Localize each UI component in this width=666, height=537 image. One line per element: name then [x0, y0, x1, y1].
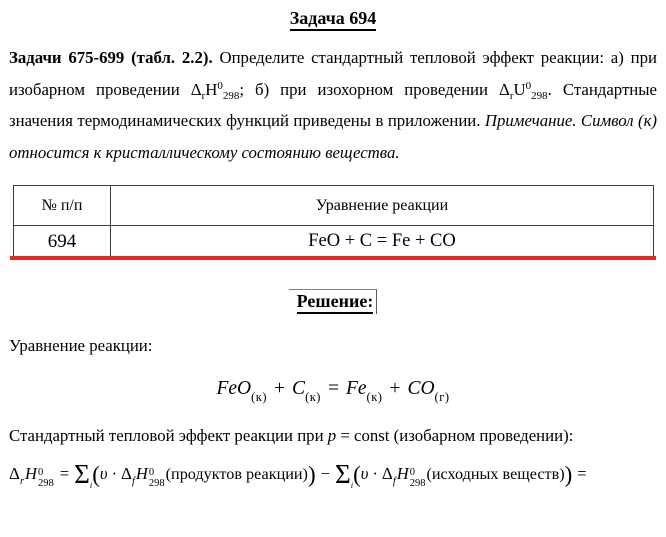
- sigma-index: i: [89, 480, 93, 491]
- delta-sub-f: f: [392, 476, 396, 488]
- h-sup: 0: [38, 466, 44, 478]
- delta-symbol: Δ: [381, 464, 393, 484]
- delta-sub-r: r: [201, 89, 206, 102]
- products-argument: (продуктов реакции): [165, 465, 308, 484]
- reaction-formula: [9, 378, 657, 405]
- col-header-number: № п/п: [14, 186, 111, 226]
- reaction-table-wrap: [13, 185, 654, 258]
- solution-heading-wrap: [9, 289, 657, 314]
- delta-ru-notation: [499, 79, 548, 102]
- solution-heading-text: Решение:: [297, 291, 374, 314]
- equation-label: Уравнение реакции:: [9, 336, 153, 356]
- solution-heading: [289, 289, 378, 314]
- cell-problem-number: 694: [14, 226, 111, 258]
- intro-text-pre: Стандартный тепловой эффект реакции при: [9, 426, 328, 446]
- enthalpy-sub: 298: [222, 89, 240, 102]
- delta-symbol: Δ: [499, 79, 510, 99]
- problem-text-2: ; б) при изохорном проведении: [239, 79, 500, 99]
- species-c: C: [292, 378, 306, 400]
- upsilon-coefficient: υ: [99, 464, 108, 484]
- enthalpy-letter: H: [205, 79, 218, 99]
- intro-text-post: = const (изобарном проведении):: [336, 426, 574, 446]
- page-title-text: Задача 694: [290, 8, 377, 31]
- enthalpy-intro: [9, 425, 657, 446]
- dot-operator: ·: [111, 464, 118, 484]
- enthalpy-letter: H: [135, 464, 148, 484]
- species-fe: Fe: [345, 378, 367, 400]
- equals-sign: =: [327, 378, 339, 400]
- sigma-index: i: [350, 480, 354, 491]
- h-scripts: [38, 468, 54, 490]
- enthalpy-letter: H: [25, 464, 38, 484]
- plus-sign: +: [389, 378, 401, 400]
- enthalpy-letter: H: [396, 464, 409, 484]
- cell-reaction-equation: FeO + C = Fe + CO: [111, 226, 654, 258]
- problem-text-3: . Стандартные значения термодинамических функций приведены в приложении.: [9, 79, 657, 131]
- state-sub: (г): [434, 390, 450, 405]
- problem-note: Примечание. Символ (к) относится к кристаллическому состоянию вещества.: [9, 111, 658, 162]
- h-sub: 298: [409, 478, 426, 490]
- enthalpy-formula: [9, 459, 657, 490]
- delta-sub-r: r: [19, 476, 25, 488]
- dot-operator: ·: [372, 464, 378, 484]
- close-paren: ): [307, 462, 316, 488]
- problem-lead: Задачи 675-699 (табл. 2.2).: [9, 48, 213, 67]
- problem-statement: [9, 42, 657, 168]
- delta-rh-notation: [190, 79, 240, 102]
- close-paren: ): [564, 462, 573, 488]
- enthalpy-sup: 0: [217, 79, 223, 92]
- open-paren: (: [353, 462, 361, 488]
- h-sub: 298: [38, 478, 54, 490]
- table-row: [14, 226, 654, 258]
- energy-letter: U: [513, 79, 526, 99]
- reagents-argument: (исходных веществ): [426, 465, 565, 484]
- sigma-sum-symbol: Σ: [334, 459, 351, 490]
- energy-sup: 0: [525, 79, 532, 92]
- state-sub: (к): [305, 390, 321, 405]
- h-scripts: [410, 468, 426, 490]
- equals-sign: =: [577, 464, 587, 484]
- plus-sign: +: [274, 378, 286, 400]
- h-scripts: [149, 468, 165, 490]
- page-title: [9, 8, 657, 29]
- h-sup: 0: [148, 466, 155, 478]
- delta-symbol: Δ: [190, 79, 202, 99]
- equals-sign: =: [59, 464, 70, 484]
- delta-sub-f: f: [131, 476, 135, 488]
- state-sub: (к): [366, 390, 383, 405]
- h-sup: 0: [409, 466, 415, 478]
- species-feo: FeO: [216, 378, 252, 400]
- sigma-sum-symbol: Σ: [74, 459, 90, 490]
- upsilon-coefficient: υ: [360, 464, 369, 484]
- col-header-equation: Уравнение реакции: [111, 186, 654, 226]
- reaction-table: [13, 185, 654, 258]
- state-sub: (к): [251, 390, 268, 405]
- species-co: CO: [407, 378, 435, 400]
- minus-sign: −: [320, 464, 330, 484]
- red-underline: [10, 256, 656, 260]
- delta-sub-r: r: [509, 89, 514, 102]
- problem-text-1: Определите стандартный тепловой эффект реакции: а) при изобарном проведении: [9, 48, 657, 99]
- energy-sub: 298: [531, 89, 548, 102]
- pressure-variable: p: [327, 426, 337, 446]
- table-header-row: [14, 186, 654, 226]
- h-sub: 298: [148, 478, 165, 490]
- open-paren: (: [92, 462, 100, 488]
- delta-symbol: Δ: [9, 464, 20, 484]
- delta-symbol: Δ: [121, 464, 132, 484]
